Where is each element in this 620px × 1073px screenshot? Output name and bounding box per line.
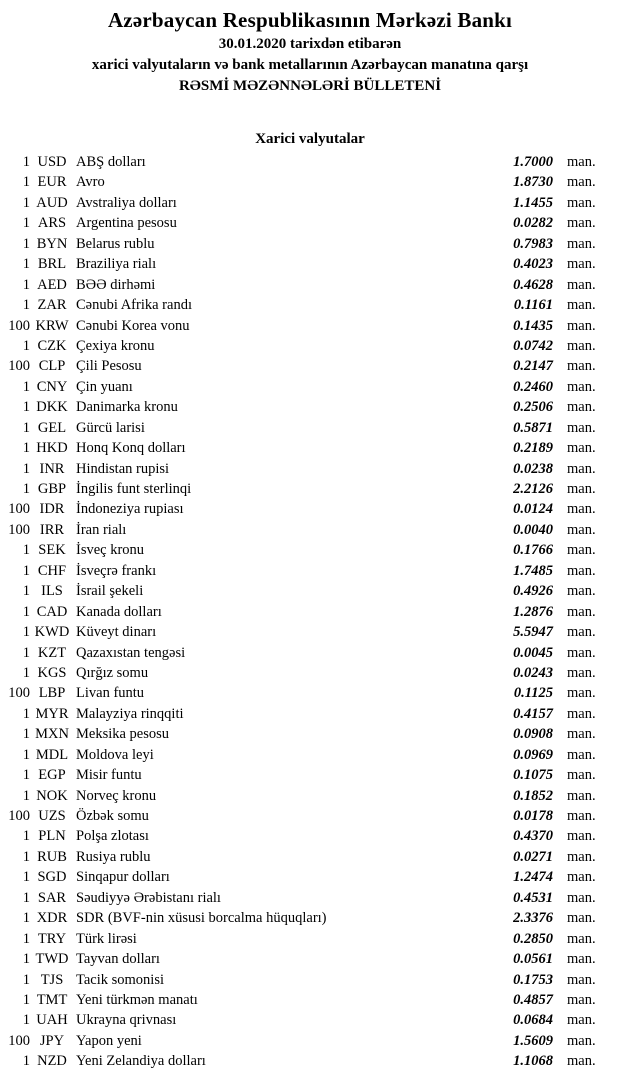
qty-cell: 1 bbox=[22, 664, 30, 681]
currency-name-cell: Ukrayna qrivnası bbox=[76, 1012, 177, 1029]
currency-name-cell: Rusiya rublu bbox=[76, 848, 151, 865]
unit-cell: man. bbox=[567, 297, 596, 314]
unit-cell: man. bbox=[567, 460, 596, 477]
qty-cell: 1 bbox=[22, 726, 30, 743]
currency-name-cell: Tacik somonisi bbox=[76, 971, 164, 988]
subtitle-line: xarici valyutaların və bank metallarının Azərbaycan manatına qarşı bbox=[91, 57, 529, 73]
qty-cell: 1 bbox=[22, 440, 30, 457]
code-cell: LBP bbox=[38, 685, 66, 702]
currency-name-cell: Gürcü larisi bbox=[76, 419, 145, 436]
rate-cell: 0.0124 bbox=[513, 501, 553, 518]
qty-cell: 1 bbox=[22, 1012, 30, 1029]
rate-row bbox=[0, 172, 620, 192]
currency-name-cell: Türk lirəsi bbox=[76, 930, 137, 947]
qty-cell: 1 bbox=[22, 848, 30, 865]
rate-row bbox=[0, 745, 620, 765]
rate-cell: 0.4023 bbox=[513, 256, 553, 273]
currency-name-cell: Danimarka kronu bbox=[76, 399, 178, 416]
rate-row bbox=[0, 826, 620, 846]
rate-row bbox=[0, 336, 620, 356]
unit-cell: man. bbox=[567, 869, 596, 886]
unit-cell: man. bbox=[567, 501, 596, 518]
rate-cell: 1.1068 bbox=[513, 1053, 553, 1070]
rate-cell: 1.1455 bbox=[513, 194, 553, 211]
unit-cell: man. bbox=[567, 542, 596, 559]
rate-row bbox=[0, 806, 620, 826]
code-cell: CNY bbox=[36, 378, 68, 395]
rate-cell: 1.7000 bbox=[513, 154, 553, 170]
qty-cell: 100 bbox=[8, 521, 30, 538]
code-cell: PLN bbox=[38, 828, 66, 845]
rate-row bbox=[0, 254, 620, 274]
qty-cell: 1 bbox=[22, 746, 30, 763]
unit-cell: man. bbox=[567, 951, 596, 968]
currency-name-cell: Polşa zlotası bbox=[76, 828, 149, 845]
rate-row bbox=[0, 1051, 620, 1071]
rate-cell: 1.2474 bbox=[513, 869, 553, 886]
rate-cell: 0.1435 bbox=[513, 317, 553, 334]
currency-name-cell: Cənubi Korea vonu bbox=[76, 317, 190, 334]
code-cell: CLP bbox=[38, 358, 66, 375]
code-cell: IRR bbox=[39, 521, 65, 538]
code-cell: ZAR bbox=[37, 297, 67, 314]
unit-cell: man. bbox=[567, 685, 596, 702]
rate-cell: 0.0045 bbox=[513, 644, 553, 661]
currency-name-cell: İsveç kronu bbox=[76, 542, 145, 559]
unit-cell: man. bbox=[567, 624, 596, 641]
unit-cell: man. bbox=[567, 358, 596, 375]
rate-row bbox=[0, 152, 620, 172]
rate-cell: 0.0243 bbox=[513, 664, 553, 681]
rate-cell: 0.0969 bbox=[513, 746, 553, 763]
code-cell: ARS bbox=[37, 215, 67, 232]
unit-cell: man. bbox=[567, 1012, 596, 1029]
qty-cell: 100 bbox=[8, 501, 30, 518]
unit-cell: man. bbox=[567, 337, 596, 354]
rate-row bbox=[0, 1031, 620, 1051]
qty-cell: 1 bbox=[22, 235, 30, 252]
qty-cell: 1 bbox=[22, 154, 30, 170]
unit-cell: man. bbox=[567, 705, 596, 722]
qty-cell: 100 bbox=[8, 358, 30, 375]
unit-cell: man. bbox=[567, 767, 596, 784]
rate-row bbox=[0, 929, 620, 949]
rate-row bbox=[0, 459, 620, 479]
currency-name-cell: Cənubi Afrika randı bbox=[76, 297, 192, 314]
unit-cell: man. bbox=[567, 256, 596, 273]
unit-cell: man. bbox=[567, 481, 596, 497]
code-cell: EGP bbox=[38, 767, 66, 784]
qty-cell: 1 bbox=[22, 991, 30, 1008]
unit-cell: man. bbox=[567, 194, 596, 211]
qty-cell: 1 bbox=[22, 378, 30, 395]
rate-row bbox=[0, 970, 620, 990]
currency-name-cell: Çili Pesosu bbox=[76, 358, 142, 375]
qty-cell: 1 bbox=[22, 542, 30, 559]
bulletin-title: RƏSMİ MƏZƏNNƏLƏRİ BÜLLETENİ bbox=[178, 78, 442, 94]
rate-row bbox=[0, 275, 620, 295]
code-cell: XDR bbox=[36, 910, 68, 927]
rate-row bbox=[0, 888, 620, 908]
qty-cell: 1 bbox=[22, 256, 30, 273]
unit-cell: man. bbox=[567, 276, 596, 293]
rate-cell: 0.2506 bbox=[513, 399, 553, 416]
currency-name-cell: Yeni Zelandiya dolları bbox=[76, 1053, 206, 1070]
code-cell: AUD bbox=[36, 194, 68, 211]
qty-cell: 1 bbox=[22, 705, 30, 722]
code-cell: AED bbox=[37, 276, 67, 293]
rate-cell: 0.4370 bbox=[513, 828, 553, 845]
qty-cell: 1 bbox=[22, 889, 30, 906]
qty-cell: 1 bbox=[22, 583, 30, 600]
qty-cell: 100 bbox=[8, 808, 30, 824]
code-cell: KZT bbox=[37, 644, 67, 661]
rate-cell: 0.1125 bbox=[513, 685, 553, 702]
rate-cell: 0.4857 bbox=[513, 991, 553, 1008]
code-cell: MYR bbox=[35, 705, 69, 722]
currency-name-cell: SDR (BVF-nin xüsusi borcalma hüquqları) bbox=[76, 910, 327, 927]
unit-cell: man. bbox=[567, 440, 596, 457]
code-cell: SGD bbox=[37, 869, 67, 886]
rate-row bbox=[0, 786, 620, 806]
rate-row bbox=[0, 683, 620, 703]
unit-cell: man. bbox=[567, 930, 596, 947]
rate-row bbox=[0, 295, 620, 315]
currency-name-cell: Livan funtu bbox=[76, 685, 145, 702]
qty-cell: 1 bbox=[22, 419, 30, 436]
rates-table bbox=[0, 152, 620, 1072]
rate-row bbox=[0, 622, 620, 642]
code-cell: GBP bbox=[37, 481, 67, 497]
unit-cell: man. bbox=[567, 787, 596, 804]
code-cell: EUR bbox=[37, 174, 67, 191]
currency-name-cell: Meksika pesosu bbox=[76, 726, 170, 743]
currency-name-cell: ABŞ dolları bbox=[76, 154, 146, 170]
code-cell: IDR bbox=[39, 501, 65, 518]
rate-cell: 0.0908 bbox=[513, 726, 553, 743]
rate-cell: 1.2876 bbox=[513, 603, 553, 620]
rate-row bbox=[0, 990, 620, 1010]
currency-name-cell: İngilis funt sterlinqi bbox=[76, 481, 192, 497]
qty-cell: 100 bbox=[8, 685, 30, 702]
qty-cell: 1 bbox=[22, 460, 30, 477]
code-cell: TJS bbox=[40, 971, 64, 988]
qty-cell: 1 bbox=[22, 337, 30, 354]
unit-cell: man. bbox=[567, 889, 596, 906]
currency-name-cell: İsrail şekeli bbox=[76, 583, 144, 600]
qty-cell: 1 bbox=[22, 1053, 30, 1070]
code-cell: ILS bbox=[41, 583, 63, 600]
rate-row bbox=[0, 193, 620, 213]
currency-name-cell: İndoneziya rupiası bbox=[76, 501, 184, 518]
rate-row bbox=[0, 438, 620, 458]
rate-row bbox=[0, 316, 620, 336]
qty-cell: 1 bbox=[22, 971, 30, 988]
code-cell: TRY bbox=[37, 930, 67, 947]
rate-row bbox=[0, 867, 620, 887]
rate-cell: 0.1766 bbox=[513, 542, 553, 559]
unit-cell: man. bbox=[567, 1032, 596, 1049]
unit-cell: man. bbox=[567, 1053, 596, 1070]
code-cell: GEL bbox=[37, 419, 67, 436]
unit-cell: man. bbox=[567, 317, 596, 334]
code-cell: NZD bbox=[37, 1053, 67, 1070]
currency-name-cell: Avstraliya dolları bbox=[76, 194, 177, 211]
rate-cell: 0.2147 bbox=[513, 358, 553, 375]
rate-row bbox=[0, 847, 620, 867]
rate-row bbox=[0, 581, 620, 601]
code-cell: TWD bbox=[35, 951, 69, 968]
unit-cell: man. bbox=[567, 215, 596, 232]
qty-cell: 1 bbox=[22, 276, 30, 293]
rate-cell: 1.7485 bbox=[513, 562, 553, 579]
rate-cell: 0.1161 bbox=[513, 297, 553, 314]
currency-name-cell: İsveçrə frankı bbox=[76, 562, 157, 579]
qty-cell: 1 bbox=[22, 910, 30, 927]
code-cell: HKD bbox=[36, 440, 68, 457]
code-cell: NOK bbox=[36, 787, 68, 804]
qty-cell: 1 bbox=[22, 399, 30, 416]
code-cell: SAR bbox=[37, 889, 67, 906]
unit-cell: man. bbox=[567, 378, 596, 395]
unit-cell: man. bbox=[567, 991, 596, 1008]
qty-cell: 1 bbox=[22, 644, 30, 661]
code-cell: JPY bbox=[39, 1032, 65, 1049]
rate-cell: 1.5609 bbox=[513, 1032, 553, 1049]
code-cell: UZS bbox=[38, 808, 66, 824]
qty-cell: 1 bbox=[22, 562, 30, 579]
rate-row bbox=[0, 949, 620, 969]
rate-row bbox=[0, 602, 620, 622]
code-cell: CHF bbox=[37, 562, 67, 579]
unit-cell: man. bbox=[567, 154, 596, 170]
rate-cell: 5.5947 bbox=[513, 624, 553, 641]
rate-row bbox=[0, 234, 620, 254]
qty-cell: 100 bbox=[8, 317, 30, 334]
rate-row bbox=[0, 499, 620, 519]
unit-cell: man. bbox=[567, 644, 596, 661]
rate-cell: 0.0271 bbox=[513, 848, 553, 865]
qty-cell: 1 bbox=[22, 869, 30, 886]
currency-name-cell: Malayziya rinqqiti bbox=[76, 705, 184, 722]
code-cell: TMT bbox=[36, 991, 68, 1008]
rate-row bbox=[0, 663, 620, 683]
unit-cell: man. bbox=[567, 664, 596, 681]
currency-name-cell: Çin yuanı bbox=[76, 378, 133, 395]
qty-cell: 1 bbox=[22, 828, 30, 845]
currency-name-cell: Norveç kronu bbox=[76, 787, 157, 804]
bank-name-title: Azərbaycan Respublikasının Mərkəzi Bankı bbox=[107, 8, 513, 32]
rate-cell: 0.4926 bbox=[513, 583, 553, 600]
rate-row bbox=[0, 724, 620, 744]
rate-row bbox=[0, 479, 620, 499]
currency-name-cell: Yeni türkmən manatı bbox=[76, 991, 198, 1008]
qty-cell: 1 bbox=[22, 481, 30, 497]
rate-cell: 0.1075 bbox=[513, 767, 553, 784]
unit-cell: man. bbox=[567, 521, 596, 538]
unit-cell: man. bbox=[567, 726, 596, 743]
code-cell: BRL bbox=[37, 256, 67, 273]
rate-row bbox=[0, 704, 620, 724]
code-cell: CZK bbox=[37, 337, 67, 354]
currency-name-cell: Özbək somu bbox=[76, 808, 149, 824]
unit-cell: man. bbox=[567, 399, 596, 416]
rate-cell: 0.0238 bbox=[513, 460, 553, 477]
qty-cell: 1 bbox=[22, 624, 30, 641]
qty-cell: 1 bbox=[22, 787, 30, 804]
qty-cell: 1 bbox=[22, 174, 30, 191]
rate-cell: 0.4531 bbox=[513, 889, 553, 906]
code-cell: MDL bbox=[35, 746, 69, 763]
section-title-foreign-currencies: Xarici valyutalar bbox=[255, 131, 365, 147]
code-cell: USD bbox=[37, 154, 67, 170]
rate-row bbox=[0, 1010, 620, 1030]
code-cell: CAD bbox=[36, 603, 68, 620]
rate-row bbox=[0, 908, 620, 928]
code-cell: KWD bbox=[34, 624, 70, 641]
unit-cell: man. bbox=[567, 174, 596, 191]
currency-name-cell: Küveyt dinarı bbox=[76, 624, 157, 641]
code-cell: MXN bbox=[35, 726, 69, 743]
currency-name-cell: Çexiya kronu bbox=[76, 337, 155, 354]
rate-row bbox=[0, 520, 620, 540]
currency-name-cell: Honq Konq dolları bbox=[76, 440, 186, 457]
rate-cell: 0.0684 bbox=[513, 1012, 553, 1029]
code-cell: KGS bbox=[37, 664, 67, 681]
currency-name-cell: Braziliya rialı bbox=[76, 256, 157, 273]
rate-row bbox=[0, 643, 620, 663]
rate-row bbox=[0, 397, 620, 417]
currency-name-cell: İran rialı bbox=[76, 521, 127, 538]
currency-name-cell: Avro bbox=[76, 174, 105, 191]
rate-row bbox=[0, 213, 620, 233]
currency-name-cell: Argentina pesosu bbox=[76, 215, 177, 232]
code-cell: SEK bbox=[38, 542, 66, 559]
currency-name-cell: Qırğız somu bbox=[76, 664, 149, 681]
currency-name-cell: Kanada dolları bbox=[76, 603, 162, 620]
qty-cell: 1 bbox=[22, 215, 30, 232]
unit-cell: man. bbox=[567, 808, 596, 824]
rate-cell: 2.3376 bbox=[513, 910, 553, 927]
rate-cell: 2.2126 bbox=[513, 481, 553, 497]
rate-cell: 0.7983 bbox=[513, 235, 553, 252]
rate-cell: 0.1753 bbox=[513, 971, 553, 988]
unit-cell: man. bbox=[567, 235, 596, 252]
currency-name-cell: Tayvan dolları bbox=[76, 951, 160, 968]
rate-cell: 0.4628 bbox=[513, 276, 553, 293]
currency-name-cell: Belarus rublu bbox=[76, 235, 155, 252]
rate-row bbox=[0, 561, 620, 581]
rate-row bbox=[0, 765, 620, 785]
currency-name-cell: Moldova leyi bbox=[76, 746, 154, 763]
rate-cell: 0.0178 bbox=[513, 808, 553, 824]
unit-cell: man. bbox=[567, 971, 596, 988]
unit-cell: man. bbox=[567, 848, 596, 865]
qty-cell: 1 bbox=[22, 194, 30, 211]
rate-row bbox=[0, 418, 620, 438]
unit-cell: man. bbox=[567, 419, 596, 436]
rate-cell: 1.8730 bbox=[513, 174, 553, 191]
code-cell: KRW bbox=[35, 317, 69, 334]
code-cell: BYN bbox=[36, 235, 68, 252]
rate-cell: 0.4157 bbox=[513, 705, 553, 722]
rate-row bbox=[0, 377, 620, 397]
qty-cell: 1 bbox=[22, 930, 30, 947]
effective-date-line: 30.01.2020 tarixdən etibarən bbox=[218, 36, 402, 52]
rate-cell: 0.0282 bbox=[513, 215, 553, 232]
unit-cell: man. bbox=[567, 603, 596, 620]
rate-cell: 0.2460 bbox=[513, 378, 553, 395]
qty-cell: 100 bbox=[8, 1032, 30, 1049]
currency-name-cell: Sinqapur dolları bbox=[76, 869, 170, 886]
unit-cell: man. bbox=[567, 562, 596, 579]
unit-cell: man. bbox=[567, 828, 596, 845]
currency-name-cell: Misir funtu bbox=[76, 767, 142, 784]
currency-name-cell: Yapon yeni bbox=[76, 1032, 142, 1049]
qty-cell: 1 bbox=[22, 603, 30, 620]
code-cell: INR bbox=[39, 460, 65, 477]
rate-cell: 0.5871 bbox=[513, 419, 553, 436]
qty-cell: 1 bbox=[22, 767, 30, 784]
rate-row bbox=[0, 540, 620, 560]
currency-name-cell: Hindistan rupisi bbox=[76, 460, 170, 477]
code-cell: RUB bbox=[37, 848, 67, 865]
code-cell: DKK bbox=[36, 399, 68, 416]
qty-cell: 1 bbox=[22, 297, 30, 314]
rate-row bbox=[0, 356, 620, 376]
unit-cell: man. bbox=[567, 746, 596, 763]
rate-cell: 0.0561 bbox=[513, 951, 553, 968]
rate-cell: 0.2850 bbox=[513, 930, 553, 947]
code-cell: UAH bbox=[36, 1012, 68, 1029]
currency-name-cell: Səudiyyə Ərəbistanı rialı bbox=[76, 889, 221, 906]
bulletin-header bbox=[0, 6, 620, 97]
rate-cell: 0.2189 bbox=[513, 440, 553, 457]
qty-cell: 1 bbox=[22, 951, 30, 968]
rate-cell: 0.1852 bbox=[513, 787, 553, 804]
rate-cell: 0.0040 bbox=[513, 521, 553, 538]
currency-name-cell: Qazaxıstan tengəsi bbox=[76, 644, 186, 661]
unit-cell: man. bbox=[567, 583, 596, 600]
unit-cell: man. bbox=[567, 910, 596, 927]
rate-cell: 0.0742 bbox=[513, 337, 553, 354]
currency-name-cell: BƏƏ dirhəmi bbox=[76, 276, 156, 293]
